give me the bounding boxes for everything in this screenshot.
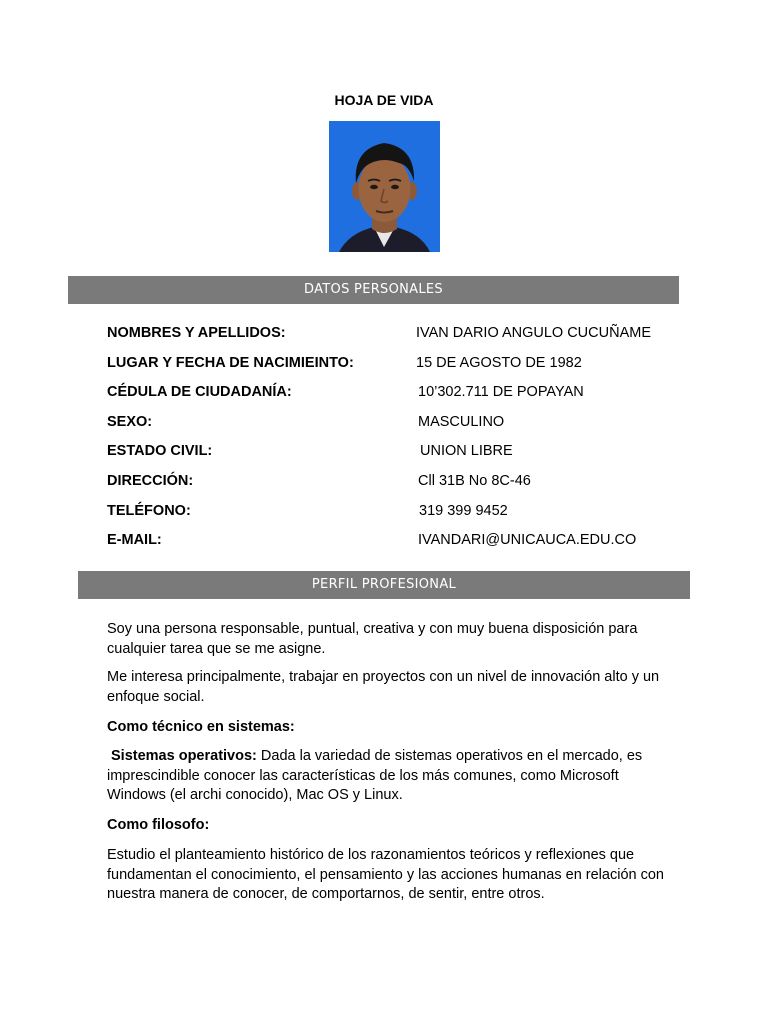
section-header-perfil-profesional: PERFIL PROFESIONAL [78,571,690,599]
profile-paragraph-2: Me interesa principalmente, trabajar en proyectos con un nivel de innovación alto y un enfoque social. [107,669,660,705]
person-portrait-icon [329,121,440,252]
field-label-nacimiento: LUGAR Y FECHA DE NACIMIEINTO: [107,355,354,371]
os-text: Dada la variedad de sistemas operativos en el mercado, es imprescindible conocer las características de los más comunes, como Microsoft Windows (el archi conocido), Mac OS y Linux. [107,748,643,803]
field-value-direccion: Cll 31B No 8C-46 [418,473,531,489]
field-value-estado-civil: UNION LIBRE [420,443,513,459]
field-label-estado-civil: ESTADO CIVIL: [107,443,213,459]
profile-paragraph-1: Soy una persona responsable, puntual, creativa y con muy buena disposición para cualquier tarea que se me asigne. [107,621,638,657]
field-label-email: E-MAIL: [107,532,162,548]
field-value-nombres: IVAN DARIO ANGULO CUCUÑAME [416,325,651,341]
os-label: Sistemas operativos: [111,748,257,764]
document-title: HOJA DE VIDA [334,92,434,108]
field-label-direccion: DIRECCIÓN: [107,473,194,489]
field-label-sexo: SEXO: [107,414,153,430]
field-label-nombres: NOMBRES Y APELLIDOS: [107,325,286,341]
philo-paragraph: Estudio el planteamiento histórico de los razonamientos teóricos y reflexiones que fundamentan el conocimiento, el pensamiento y las acciones humanas en relación con nuestra manera de conocer, de comportarnos, de sentir, entre otros. [107,847,664,902]
field-value-nacimiento: 15 DE AGOSTO DE 1982 [416,355,582,371]
section-header-datos-personales: DATOS PERSONALES [68,276,679,304]
field-value-cedula: 10’302.711 DE POPAYAN [418,384,584,400]
tech-heading: Como técnico en sistemas: [107,719,295,735]
philo-heading: Como filosofo: [107,817,210,833]
field-value-telefono: 319 399 9452 [419,503,508,519]
os-paragraph [107,747,667,806]
field-label-cedula: CÉDULA DE CIUDADANÍA: [107,384,292,400]
field-value-email[interactable]: IVANDARI@UNICAUCA.EDU.CO [418,532,637,548]
field-label-telefono: TELÉFONO: [107,503,191,519]
field-value-sexo: MASCULINO [418,414,505,430]
profile-photo [329,121,440,252]
